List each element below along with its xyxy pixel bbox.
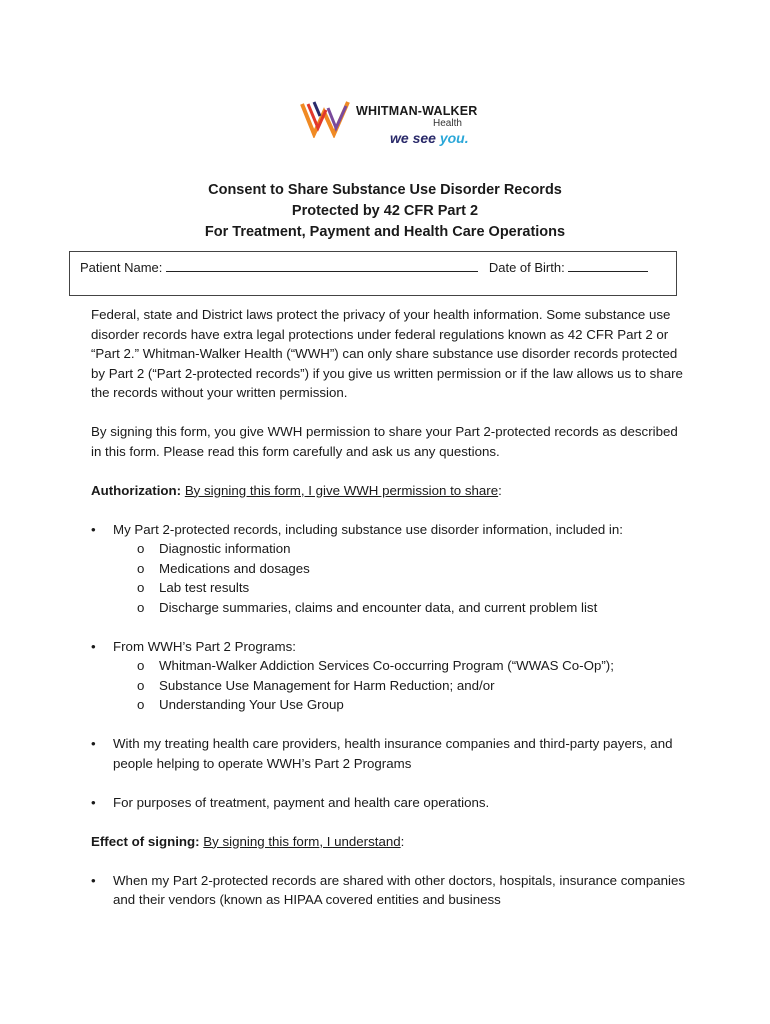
brand-sub: Health — [433, 118, 462, 129]
tagline-part-a: we see — [390, 130, 440, 146]
patient-name-label: Patient Name: — [80, 260, 163, 275]
dob-field[interactable] — [568, 259, 648, 272]
document-body — [91, 305, 691, 929]
list-item — [91, 871, 691, 910]
sub-list-item: o Lab test results — [137, 578, 691, 598]
authorization-label: Authorization: — [91, 482, 182, 498]
title-line-1: Consent to Share Substance Use Disorder Records — [208, 182, 562, 198]
sub-list-item: o Whitman-Walker Addiction Services Co-occurring Program (“WWAS Co-Op”); — [137, 656, 691, 676]
bullet-records: My Part 2-protected records, including substance use disorder information, included in: — [113, 521, 623, 537]
list-item — [91, 734, 691, 773]
programs-sublist — [113, 656, 691, 715]
list-item — [91, 637, 691, 715]
document-title — [0, 180, 770, 243]
patient-name-field[interactable] — [166, 259, 478, 272]
title-line-3: For Treatment, Payment and Health Care Operations — [204, 224, 566, 240]
bullet-programs: From WWH’s Part 2 Programs: — [113, 638, 296, 654]
effect-label: Effect of signing: — [91, 833, 200, 849]
tagline-part-b: you. — [439, 130, 469, 146]
effect-colon: : — [400, 833, 405, 849]
effect-heading — [91, 832, 691, 852]
bullet-purposes: For purposes of treatment, payment and health care operations. — [113, 794, 490, 810]
sub-list-item: o Diagnostic information — [137, 539, 691, 559]
authorization-statement: By signing this form, I give WWH permission to share — [184, 482, 499, 498]
sub-list-item: o Discharge summaries, claims and encounter data, and current problem list — [137, 598, 691, 618]
list-item — [91, 793, 691, 813]
patient-fields-row — [80, 259, 648, 275]
dob-label: Date of Birth: — [488, 260, 565, 275]
effect-statement: By signing this form, I understand — [203, 833, 401, 849]
authorization-list — [91, 520, 691, 813]
sub-list-item: o Substance Use Management for Harm Reduction; and/or — [137, 676, 691, 696]
effect-list — [91, 871, 691, 910]
bullet-sharing-effect: When my Part 2-protected records are shared with other doctors, hospitals, insurance companies and their vendors (known as HIPAA covered entities and business — [113, 872, 686, 907]
whitman-walker-logo — [300, 98, 480, 154]
brand-name: WHITMAN-WALKER — [356, 104, 478, 118]
list-item — [91, 520, 691, 618]
records-sublist — [113, 539, 691, 617]
title-line-2: Protected by 42 CFR Part 2 — [291, 203, 479, 219]
bullet-recipients: With my treating health care providers, health insurance companies and third-party payers, and people helping to operate WWH’s Part 2 Programs — [113, 736, 673, 771]
authorization-colon: : — [498, 482, 502, 498]
ww-logo-mark-icon — [300, 98, 356, 138]
tagline — [390, 130, 469, 146]
authorization-heading — [91, 481, 691, 501]
sub-list-item: o Understanding Your Use Group — [137, 695, 691, 715]
intro-paragraph: Federal, state and District laws protect the privacy of your health information. Some substance use disorder records have extra legal protections under federal regulations known as 42 CFR Part 2 or “Part 2.” Whitman-Walker Health (“WWH”) can only share substance use disorder records protected by Part 2 (“Part 2-protected records”) if you give us written permission or if the law allows us to share the records without your written permission. — [91, 307, 683, 400]
signing-paragraph: By signing this form, you give WWH permission to share your Part 2-protected records as described in this form. Please read this form carefully and ask us any questions. — [91, 424, 678, 459]
patient-info-box — [69, 251, 677, 296]
sub-list-item: o Medications and dosages — [137, 559, 691, 579]
